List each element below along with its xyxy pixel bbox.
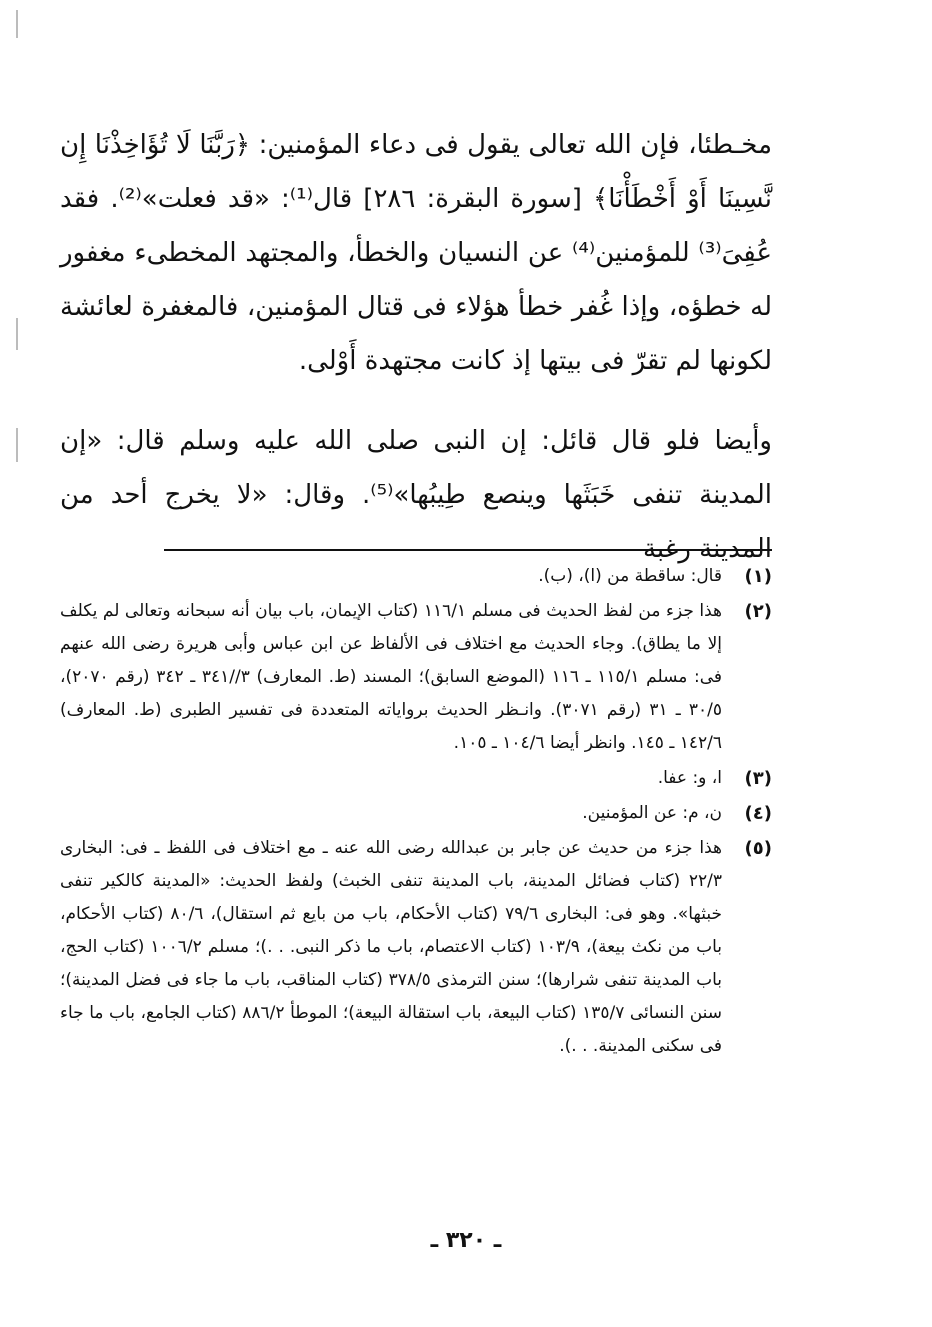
paragraph-1: مخـطئا، فإن الله تعالى يقول فى دعاء المؤمنين: ﴿رَبَّنَا لَا تُؤَاخِذْنَا إِن نَّسِينَا أَوْ أَخْطَأْنَا﴾ [سورة البقرة: ٢٨٦] قال⁽¹⁾: «قد فعلت»⁽²⁾. فقد عُفِىَ⁽³⁾ للمؤمنين⁽⁴⁾ عن النسيان والخطأ، والمجتهد المخطىء مغفور له خطؤه، وإذا غُفر خطأ هؤلاء فى قتال المؤمنين، فالمغفرة لعائشة لكونها لم تقرّ فى بيتها إذ كانت مجتهدة أَوْلى.: [60, 130, 772, 376]
paragraph-2: وأيضا فلو قال قائل: إن النبى صلى الله عليه وسلم قال: «إن المدينة تنفى خَبَثَها وينصع طِيبُها»⁽⁵⁾. وقال: «لا يخرج أحد من المدينة رغبة: [60, 426, 773, 564]
footnote-number: (٣): [744, 768, 772, 789]
page-number: ـ ٣٢٠ ـ: [430, 1228, 502, 1253]
footnote-text: هذا جزء من حديث عن جابر بن عبدالله رضى الله عنه ـ مع اختلاف فى اللفظ ـ فى: البخارى ٢٢/٣ (كتاب فضائل المدينة، باب المدينة تنفى الخبث) ولفظ الحديث: «المدينة كالكير تنفى خبثها». وهو فى: البخارى ٧٩/٦ (كتاب الأحكام، باب من بايع ثم استقال)، ٨٠/٦ (كتاب الأحكام، باب من نكث بيعة)، ١٠٣/٩ (كتاب الاعتصام، باب ما ذكر النبى. . .)؛ مسلم ١٠٠٦/٢ (كتاب الحج، باب المدينة تنفى شرارها)؛ سنن الترمذى ٣٧٨/٥ (كتاب المناقب، باب ما جاء فى فضل المدينة)؛ سنن النسائى ١٣٥/٧ (كتاب البيعة، باب استقالة البيعة)؛ الموطأ ٨٨٦/٢ (كتاب الجامع، باب ما جاء فى سكنى المدينة. . .).: [60, 838, 723, 1056]
footnote-number: (١): [744, 566, 772, 587]
footnote-number: (٤): [744, 803, 772, 824]
footnotes: [60, 560, 772, 1065]
footnote-number: (٢): [744, 601, 772, 622]
footnote-text: هذا جزء من لفظ الحديث فى مسلم ١١٦/١ (كتاب الإيمان، باب بيان أنه سبحانه وتعالى لم يكلف إلا ما يطاق). وجاء الحديث مع اختلاف فى الألفاظ عن ابن عباس وأبى هريرة رضى الله عنهم فى: مسلم ١١٥/١ ـ ١١٦ (الموضع السابق)؛ المسند (ط. المعارف) ٣//٣٤١ ـ ٣٤٢ (رقم ٢٠٧٠)، ٣٠/٥ ـ ٣١ (رقم ٣٠٧١). وانـظر الحديث برواياته المتعددة فى تفسير الطبرى (ط. المعارف) ١٤٢/٦ ـ ١٤٥. وانظر أيضا ١٠٤/٦ ـ ١٠٥.: [60, 601, 723, 753]
footnote-text: ن، م: عن المؤمنين.: [582, 803, 722, 823]
footnote-text: قال: ساقطة من (ا)، (ب).: [538, 566, 722, 586]
margin-mark-lower: [16, 428, 18, 462]
footnote-4: [60, 797, 772, 830]
main-text: [60, 118, 772, 576]
footnote-separator: [164, 549, 772, 551]
footnote-5: [60, 832, 772, 1063]
footnote-number: (٥): [744, 838, 772, 859]
footnote-text: ا، و: عفا.: [657, 768, 722, 788]
margin-mark-top: [16, 10, 18, 38]
margin-mark-middle: [16, 318, 18, 350]
footnote-3: [60, 762, 772, 795]
footnote-1: [60, 560, 772, 593]
footnote-2: [60, 595, 772, 760]
